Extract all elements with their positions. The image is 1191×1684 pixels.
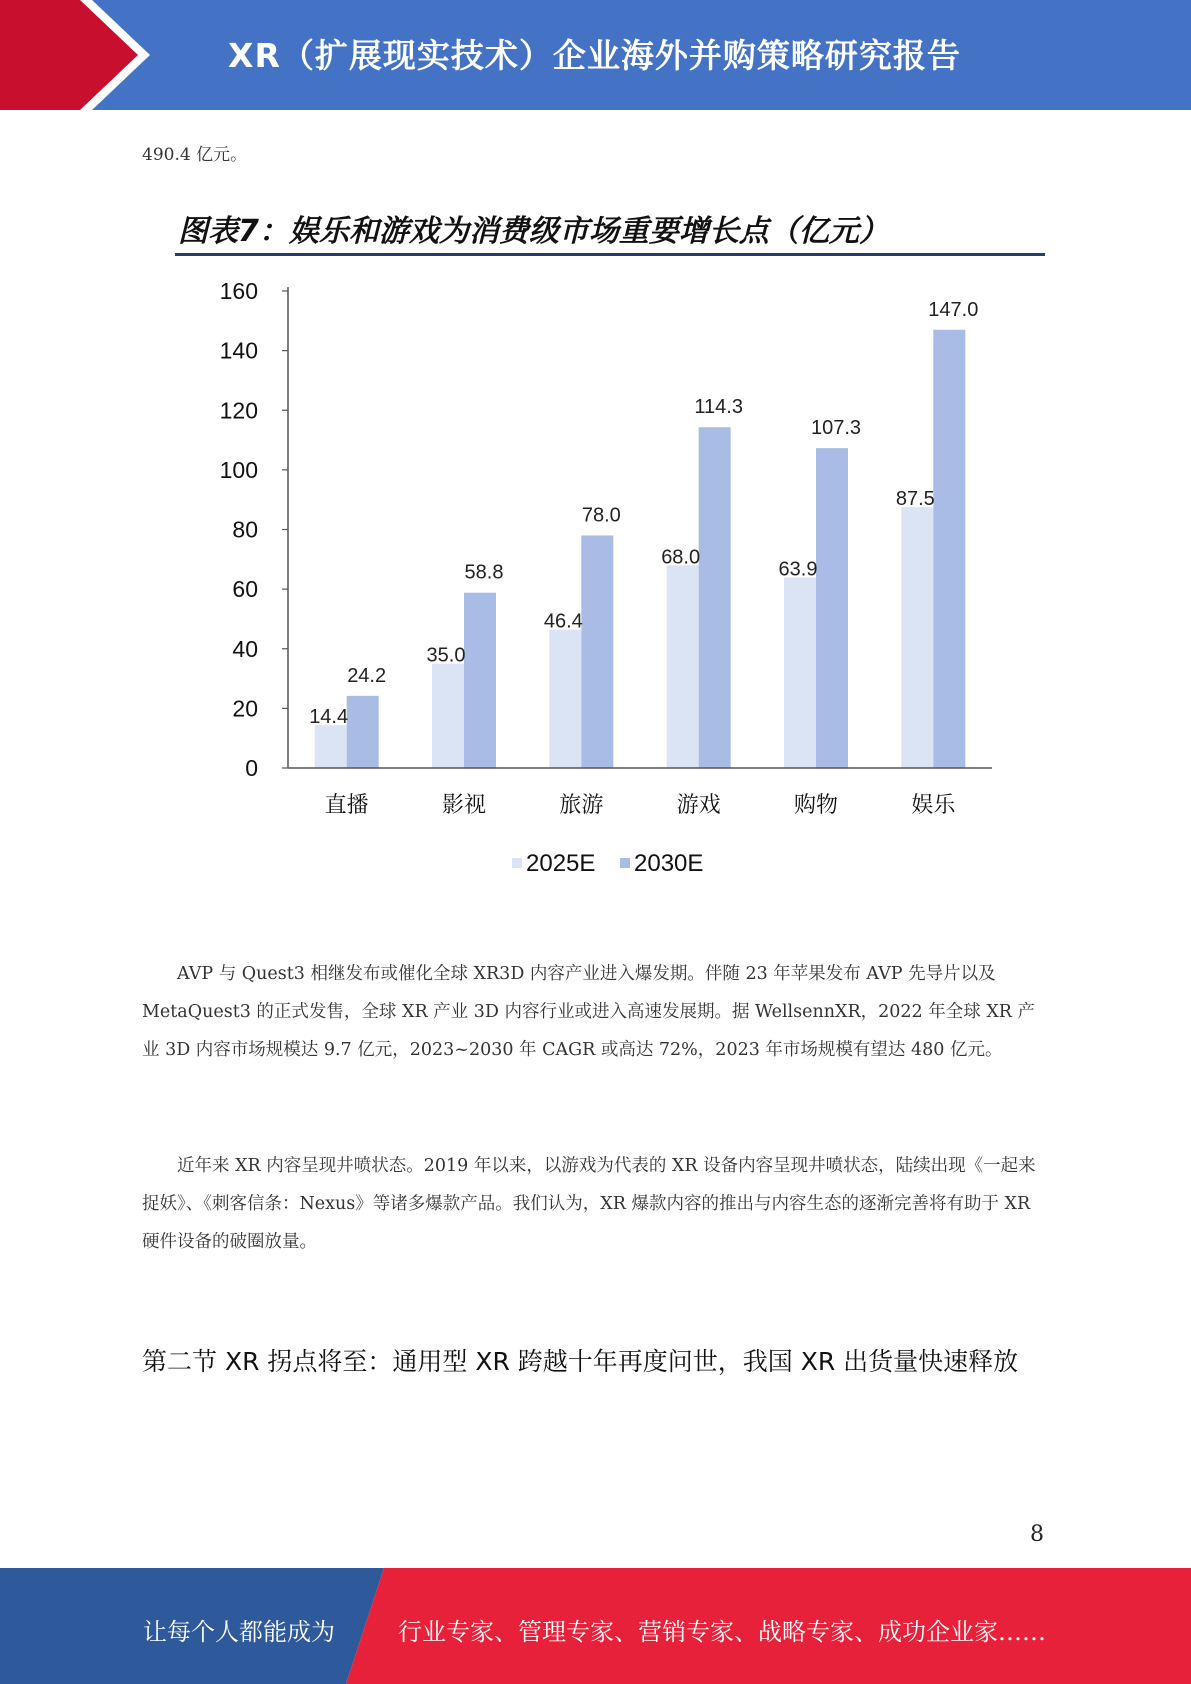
y-tick-label: 140 bbox=[219, 337, 258, 364]
x-tick-label: 游戏 bbox=[676, 793, 721, 818]
y-tick-label: 120 bbox=[219, 397, 258, 424]
x-axis bbox=[288, 768, 992, 818]
y-tick-label: 160 bbox=[219, 278, 258, 304]
footer-slogan-right: 行业专家、管理专家、营销专家、战略专家、成功企业家…… bbox=[398, 1618, 1046, 1646]
bar-2025E-娱乐 bbox=[901, 507, 933, 768]
paragraph-xr-content: 近年来 XR 内容呈现井喷状态。2019 年以来，以游戏为代表的 XR 设备内容呈现井喷状态，陆续出现《一起来捉妖》、《刺客信条：Nexus》等诸多爆款产品。我们认为，XR 爆款内容的推出与内容生态的逐渐完善将有助于 XR 硬件设备的破圈放量。 bbox=[142, 1156, 1036, 1252]
bar-2030E-直播 bbox=[347, 696, 379, 768]
data-label: 87.5 bbox=[895, 488, 935, 511]
data-label: 114.3 bbox=[694, 396, 743, 419]
legend-swatch-2025E bbox=[512, 858, 522, 868]
header-title: XR（扩展现实技术）企业海外并购策略研究报告 bbox=[228, 36, 961, 75]
data-label: 35.0 bbox=[426, 644, 466, 667]
bar-2025E-直播 bbox=[315, 725, 347, 768]
data-label: 147.0 bbox=[928, 298, 979, 321]
bar-2025E-旅游 bbox=[549, 630, 581, 768]
data-labels bbox=[309, 299, 978, 728]
y-tick-label: 80 bbox=[232, 516, 258, 543]
data-label: 24.2 bbox=[347, 664, 387, 687]
paragraph-avp-quest3: AVP 与 Quest3 相继发布或催化全球 XR3D 内容产业进入爆发期。伴随 23 年苹果发布 AVP 先导片以及 MetaQuest3 的正式发售，全球 XR 产业 3D 内容行业或进入高速发展期。据 WellsennXR，2022 年全球 XR 产业 3D 内容市场规模达 9.7 亿元，2023~2030 年 CAGR 或高达 72%，2023 年市场规模有望达 480 亿元。 bbox=[142, 964, 1036, 1060]
bar-chart bbox=[140, 262, 1050, 902]
x-tick-label: 直播 bbox=[324, 793, 369, 818]
y-axis bbox=[220, 278, 288, 781]
bar-2030E-影视 bbox=[464, 593, 496, 768]
page-number: 8 bbox=[1030, 1522, 1044, 1547]
intro-fragment: 490.4 亿元。 bbox=[142, 145, 248, 165]
section-heading: 第二节 XR 拐点将至：通用型 XR 跨越十年再度问世，我国 XR 出货量快速释放 bbox=[142, 1347, 1019, 1376]
bar-2030E-游戏 bbox=[699, 427, 731, 768]
data-label: 107.3 bbox=[810, 417, 862, 440]
data-label: 14.4 bbox=[309, 706, 349, 729]
data-label: 68.0 bbox=[661, 546, 701, 569]
figure-title: 图表7：娱乐和游戏为消费级市场重要增长点（亿元） bbox=[178, 214, 889, 249]
legend-label: 2030E bbox=[634, 850, 704, 877]
bar-2030E-娱乐 bbox=[933, 330, 965, 768]
bar-2025E-购物 bbox=[784, 577, 816, 768]
x-tick-label: 旅游 bbox=[559, 793, 604, 818]
data-label: 78.0 bbox=[581, 504, 621, 527]
page-header bbox=[0, 0, 1191, 110]
bar-2025E-影视 bbox=[432, 664, 464, 768]
y-tick-label: 40 bbox=[232, 635, 258, 662]
legend-label: 2025E bbox=[526, 850, 596, 877]
data-label: 58.8 bbox=[464, 561, 504, 584]
bars bbox=[315, 330, 966, 768]
figure-title-rule bbox=[175, 253, 1045, 256]
bar-2025E-游戏 bbox=[667, 565, 699, 768]
x-tick-label: 娱乐 bbox=[911, 793, 956, 818]
y-tick-label: 20 bbox=[232, 695, 258, 722]
y-tick-label: 100 bbox=[219, 456, 258, 483]
bar-2030E-旅游 bbox=[581, 535, 613, 768]
page-footer bbox=[0, 1568, 1191, 1684]
data-label: 63.9 bbox=[778, 558, 818, 581]
bar-2030E-购物 bbox=[816, 448, 848, 768]
chart-legend bbox=[512, 850, 703, 877]
legend-swatch-2030E bbox=[620, 858, 630, 868]
y-tick-label: 0 bbox=[245, 755, 258, 781]
x-tick-label: 影视 bbox=[441, 793, 487, 818]
footer-slogan-left: 让每个人都能成为 bbox=[143, 1618, 335, 1646]
data-label: 46.4 bbox=[543, 610, 583, 633]
x-tick-label: 购物 bbox=[793, 793, 839, 818]
y-tick-label: 60 bbox=[232, 576, 258, 603]
